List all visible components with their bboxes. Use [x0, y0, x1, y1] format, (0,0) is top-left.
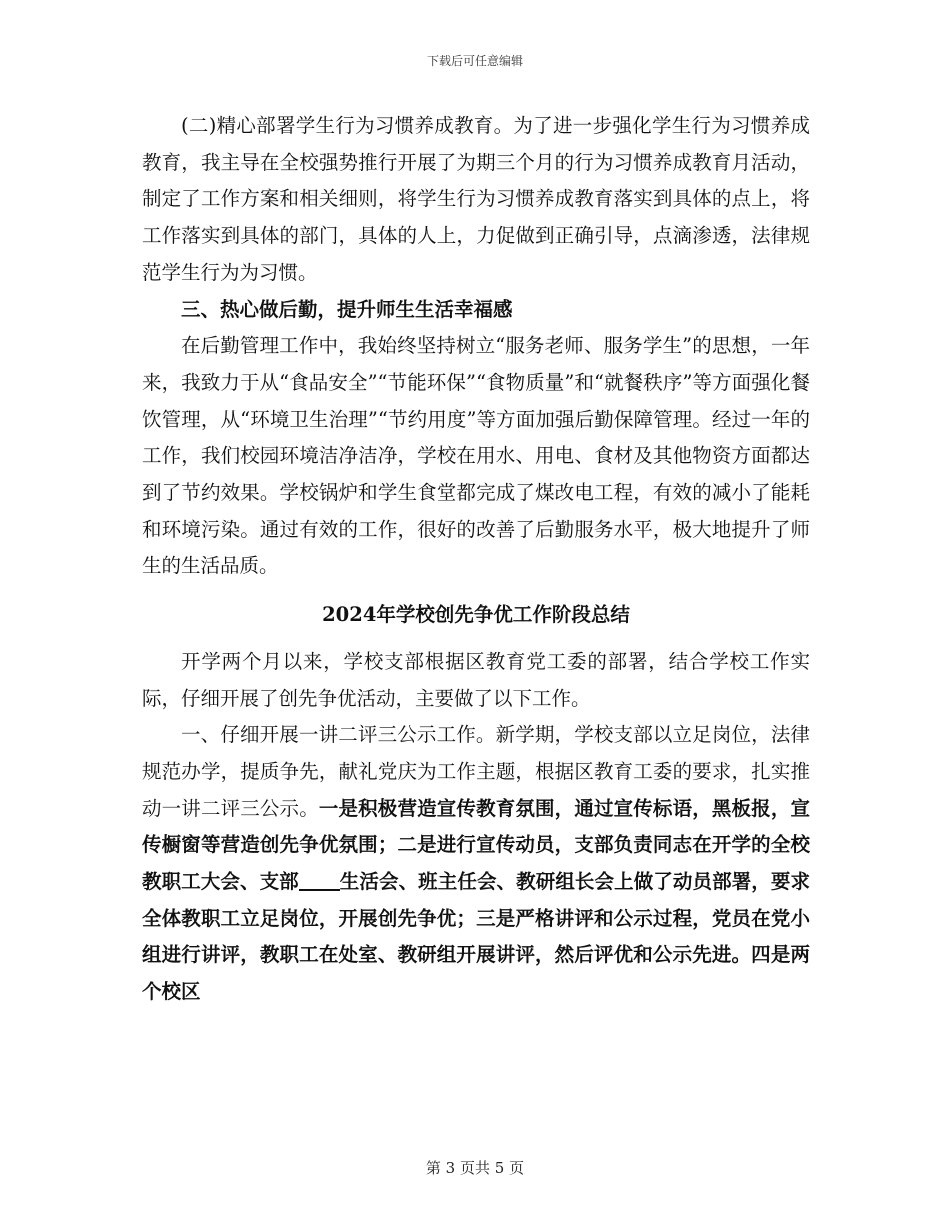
- section3-heading: 三、热心做后勤，提升师生生活幸福感: [181, 297, 513, 321]
- paragraph-bold-text-a: 一是积极营造宣传教育氛围，通过宣传标语，黑板报，宣传橱窗等营造创先争优氛围；二是进行宣传动员，支部负责同志在开学的全校教职工大会、支部: [142, 796, 810, 894]
- page-footer: 第 3 页共 5 页: [425, 1159, 525, 1177]
- fill-in-blank: [299, 869, 340, 891]
- article-intro-paragraph: 开学两个月以来，学校支部根据区教育党工委的部署，结合学校工作实际，仔细开展了创先争优活动，主要做了以下工作。: [142, 649, 810, 710]
- page-header: 下载后可任意编辑: [426, 54, 523, 68]
- paragraph-bold-text-b: 生活会、班主任会、教研组长会上做了动员部署，要求全体教职工立足岗位，开展创先争优；三是严格讲评和公示过程，党员在党小组进行讲评，教职工在处室、教研组开展讲评，然后评优和公示先进。四是两个校区: [142, 870, 810, 1004]
- section2-paragraph: (二)精心部署学生行为习惯养成教育。为了进一步强化学生行为习惯养成教育，我主导在全校强势推行开展了为期三个月的行为习惯养成教育月活动，制定了工作方案和相关细则，将学生行为习惯养成教育落实到具体的点上，将工作落实到具体的部门，具体的人上，力促做到正确引导，点滴渗透，法律规范学生行为为习惯。: [142, 114, 810, 284]
- paragraph-normal-text: 一、仔细开展一讲二评三公示工作。新学期，学校支部以立足岗位，法律规范办学，提质争先，献礼党庆为工作主题，根据区教育工委的要求，扎实推动一讲二评三公示。: [142, 723, 810, 820]
- section3-paragraph: 在后勤管理工作中，我始终坚持树立“服务老师、服务学生”的思想，一年来，我致力于从“食品安全”“节能环保”“食物质量”和“就餐秩序”等方面强化餐饮管理，从“环境卫生治理”“节约用度”等方面加强后勤保障管理。经过一年的工作，我们校园环境洁净洁净，学校在用水、用电、食材及其他物资方面都达到了节约效果。学校锅炉和学生食堂都完成了煤改电工程，有效的减小了能耗和环境污染。通过有效的工作，很好的改善了后勤服务水平，极大地提升了师生的生活品质。: [142, 334, 810, 578]
- article-paragraph-1: [142, 717, 810, 1011]
- document-body: [142, 108, 810, 1011]
- article-title: 2024年学校创先争优工作阶段总结: [322, 603, 630, 627]
